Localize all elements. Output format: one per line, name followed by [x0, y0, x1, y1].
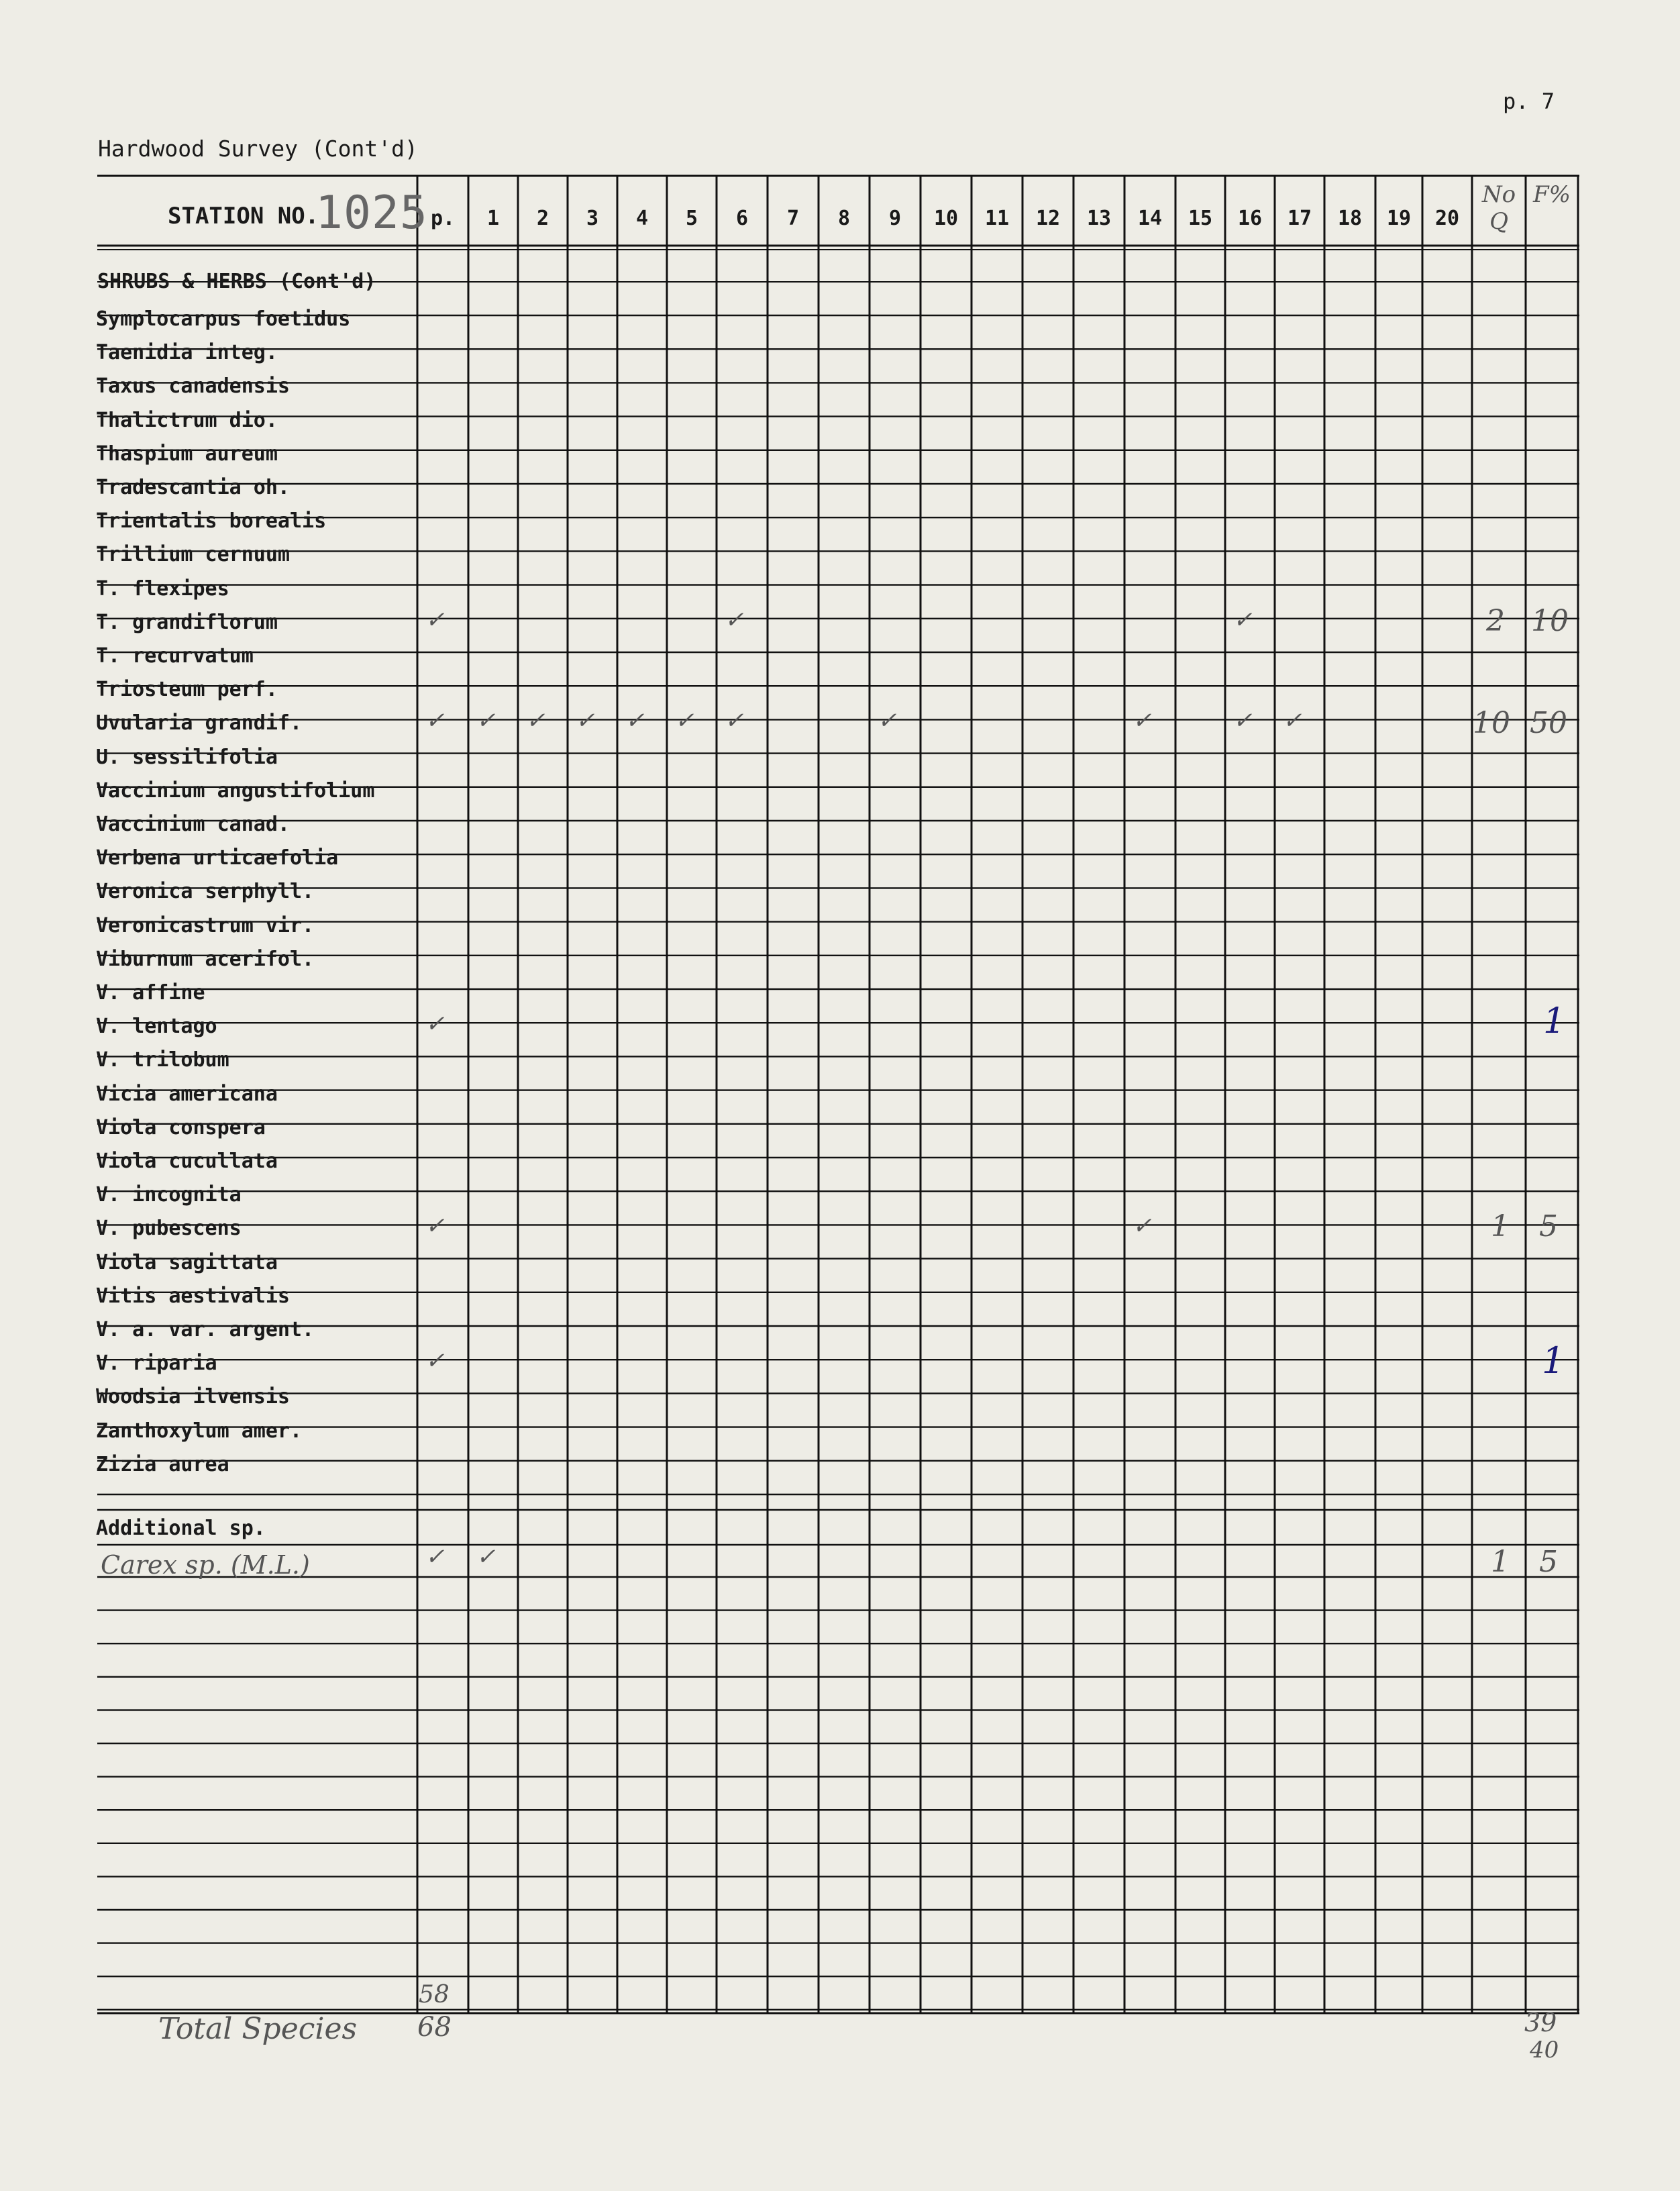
- additional-species-entry: Carex sp. (M.L.): [101, 1550, 310, 1580]
- column-header-16: 16: [1237, 207, 1263, 230]
- species-row: Trillium cernuum: [96, 543, 290, 567]
- column-header-17: 17: [1287, 207, 1312, 230]
- total-frequency-top: 39: [1524, 2008, 1557, 2037]
- species-row: Trientalis borealis: [96, 509, 327, 533]
- check-mark: ✓: [1133, 707, 1152, 735]
- carex-fpct: 5: [1539, 1545, 1558, 1579]
- column-header-12: 12: [1035, 207, 1061, 230]
- species-row: Thaspium aureum: [96, 442, 278, 466]
- species-row: Thalictrum dio.: [96, 408, 278, 432]
- check-mark: ✓: [425, 1543, 445, 1570]
- species-row: V. affine: [96, 981, 205, 1005]
- total-frequency-bottom: 40: [1530, 2037, 1559, 2063]
- check-mark: ✓: [576, 707, 595, 735]
- column-header-noq: No Q: [1481, 181, 1516, 235]
- species-row: Zizia aurea: [96, 1452, 229, 1476]
- check-mark: ✓: [425, 707, 445, 735]
- column-header-p: p.: [430, 207, 456, 230]
- species-row: Viola conspera: [96, 1115, 266, 1139]
- column-header-7: 7: [786, 207, 800, 230]
- species-row: V. pubescens: [96, 1217, 242, 1241]
- species-row: Veronicastrum vir.: [96, 913, 315, 937]
- column-header-1: 1: [486, 207, 500, 230]
- species-row: V. incognita: [96, 1183, 242, 1207]
- t-grandiflorum-fpct: 10: [1531, 604, 1569, 638]
- station-number: 1025: [315, 187, 428, 240]
- column-header-10: 10: [933, 207, 959, 230]
- check-mark: ✓: [1233, 707, 1253, 735]
- check-mark: ✓: [425, 1347, 445, 1375]
- species-row: Veronica serphyll.: [96, 880, 315, 904]
- species-row: Tradescantia oh.: [96, 476, 290, 499]
- check-mark: ✓: [725, 606, 744, 633]
- total-present-count: 58: [419, 1981, 450, 2008]
- check-mark: ✓: [878, 707, 897, 735]
- species-row: Symplocarpus foetidus: [96, 307, 351, 331]
- species-row: T. flexipes: [96, 576, 229, 601]
- carex-noq: 1: [1491, 1545, 1510, 1579]
- species-row: Taxus canadensis: [96, 374, 290, 399]
- column-header-2: 2: [536, 207, 549, 230]
- species-row: V. lentago: [96, 1015, 217, 1039]
- uvularia-noq: 10: [1473, 706, 1510, 740]
- t-grandiflorum-noq: 2: [1486, 604, 1505, 638]
- species-row: Viola sagittata: [96, 1250, 278, 1274]
- species-row: Taenidia integ.: [96, 341, 278, 365]
- check-mark: ✓: [425, 1213, 445, 1240]
- check-mark: ✓: [526, 707, 545, 735]
- additional-species-label: Additional sp.: [96, 1517, 266, 1540]
- v-pubescens-noq: 1: [1491, 1209, 1510, 1243]
- column-header-4: 4: [635, 207, 649, 230]
- form-title: Hardwood Survey (Cont'd): [98, 136, 418, 162]
- total-species-count: 68: [417, 2012, 452, 2043]
- column-header-20: 20: [1434, 207, 1460, 230]
- species-row: Viburnum acerifol.: [96, 947, 315, 971]
- v-pubescens-fpct: 5: [1539, 1209, 1558, 1243]
- check-mark: ✓: [1283, 707, 1302, 735]
- species-row: V. a. var. argent.: [96, 1318, 315, 1341]
- column-header-5: 5: [685, 207, 698, 230]
- species-row: Vaccinium canad.: [96, 813, 290, 836]
- column-header-6: 6: [735, 207, 749, 230]
- check-mark: ✓: [1233, 606, 1253, 633]
- species-row: Uvularia grandif.: [96, 711, 303, 735]
- species-row: Vitis aestivalis: [96, 1284, 290, 1308]
- species-row: U. sessilifolia: [96, 745, 278, 769]
- check-mark: ✓: [625, 707, 645, 735]
- column-header-15: 15: [1188, 207, 1213, 230]
- page-number: p. 7: [1503, 89, 1555, 114]
- check-mark: ✓: [476, 707, 496, 735]
- column-header-3: 3: [586, 207, 599, 230]
- species-row: Viola cucullata: [96, 1150, 278, 1173]
- species-row: Triosteum perf.: [96, 678, 278, 702]
- species-row: V. trilobum: [96, 1048, 229, 1072]
- check-mark: ✓: [1133, 1213, 1152, 1240]
- check-mark: ✓: [425, 606, 445, 633]
- v-riparia-fpct: 1: [1542, 1339, 1565, 1382]
- station-label: STATION NO.: [168, 203, 319, 230]
- column-header-19: 19: [1386, 207, 1412, 230]
- check-mark: ✓: [425, 1011, 445, 1038]
- total-species-label: Total Species: [158, 2012, 358, 2046]
- column-header-13: 13: [1086, 207, 1112, 230]
- check-mark: ✓: [725, 707, 744, 735]
- species-row: Verbena urticaefolia: [96, 846, 339, 870]
- check-mark: ✓: [476, 1543, 496, 1570]
- section-label: SHRUBS & HERBS (Cont'd): [97, 270, 376, 293]
- column-header-18: 18: [1337, 207, 1363, 230]
- column-header-8: 8: [837, 207, 851, 230]
- species-row: Vicia americana: [96, 1082, 278, 1106]
- species-row: Vaccinium angustifolium: [96, 778, 375, 803]
- species-row: Zanthoxylum amer.: [96, 1419, 303, 1443]
- check-mark: ✓: [675, 707, 694, 735]
- column-header-9: 9: [888, 207, 902, 230]
- species-row: T. recurvatum: [96, 644, 254, 668]
- column-header-14: 14: [1137, 207, 1163, 230]
- species-row: V. riparia: [96, 1352, 217, 1376]
- species-row: Woodsia ilvensis: [96, 1385, 290, 1409]
- column-header-f: F%: [1533, 181, 1571, 208]
- species-row: T. grandiflorum: [96, 610, 278, 634]
- column-header-11: 11: [984, 207, 1010, 230]
- uvularia-fpct: 50: [1530, 706, 1567, 740]
- v-lentago-fpct: 1: [1543, 1001, 1566, 1041]
